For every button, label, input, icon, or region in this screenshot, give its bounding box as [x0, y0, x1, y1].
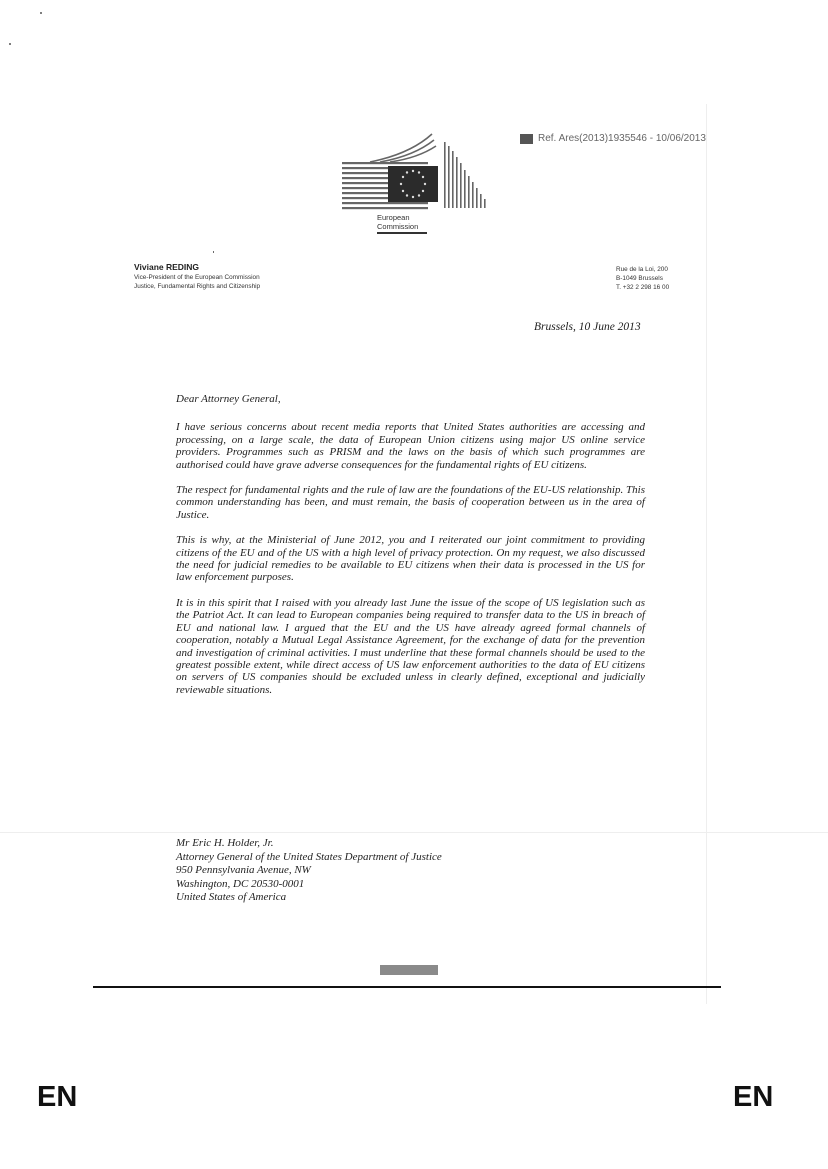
letter-paragraph: This is why, at the Ministerial of June 2012, you and I reiterated our joint commitment to providing citizens of the EU and of the US with a high level of privacy protection. On my request, we also discussed the need for judicial remedies to be available to EU citizens when their data is processed in the US for law enforcement purposes. [176, 534, 645, 584]
scan-speck [9, 43, 11, 45]
recipient-street: 950 Pennsylvania Avenue, NW [176, 864, 311, 877]
logo-underline [377, 232, 427, 234]
logo-wordmark [377, 213, 418, 231]
salutation: Dear Attorney General, [176, 393, 281, 405]
logo-line-1: European [377, 213, 410, 222]
letter-paragraph: I have serious concerns about recent media reports that United States authorities are accessing and processing, on a large scale, the data of European Union citizens using major US online service providers. Programmes such as PRISM and the laws on the basis of which such programmes are authorised could have grave adverse consequences for the fundamental rights of EU citizens. [176, 421, 645, 471]
letter-paragraph: It is in this spirit that I raised with you already last June the issue of the scope of US legislation such as the Patriot Act. It can lead to European companies being required to transfer data to the US in breach of EU and national law. I argued that the EU and the US have already agreed formal channels of cooperation, notably a Mutual Legal Assistance Agreement, for the exchange of data for the prevention and investigation of criminal activities. I must underline that these formal channels should be used to the greatest possible extent, while direct access of US law enforcement authorities to the data of EU citizens on servers of US companies should be excluded unless in clearly defined, exceptional and judicially reviewable situations. [176, 596, 645, 696]
recipient-country: United States of America [176, 891, 287, 904]
sender-block [134, 261, 260, 291]
address-phone: T. +32 2 298 16 00 [616, 284, 670, 291]
recipient-title: Attorney General of the United States Department of Justice [176, 850, 442, 863]
sender-title: Vice-President of the European Commission [134, 274, 260, 281]
sender-name: Viviane REDING [134, 262, 200, 272]
reference-stamp [520, 133, 706, 144]
scan-artifact [0, 832, 828, 833]
language-code-right: EN [733, 1081, 774, 1113]
recipient-city: Washington, DC 20530-0001 [176, 877, 305, 890]
recipient-name: Mr Eric H. Holder, Jr. [176, 837, 274, 849]
scan-speck [40, 12, 42, 14]
address-city: B-1049 Brussels [616, 275, 663, 282]
scan-speck [213, 251, 214, 253]
scan-artifact [706, 104, 707, 1004]
reference-marker [520, 134, 533, 144]
sender-portfolio: Justice, Fundamental Rights and Citizenship [134, 283, 261, 290]
letter-body [176, 393, 645, 709]
language-code-left: EN [37, 1081, 78, 1113]
logo-line-2: Commission [377, 222, 419, 231]
recipient-address [176, 837, 442, 905]
letter-date: Brussels, 10 June 2013 [534, 321, 641, 333]
letter-paragraph: The respect for fundamental rights and the rule of law are the foundations of the EU-US relationship. This common understanding has been, and must remain, the basis of cooperation between us in the area of Justice. [176, 484, 645, 521]
office-address [616, 265, 669, 292]
footer-stamp [380, 965, 438, 975]
address-street: Rue de la Loi, 200 [616, 266, 668, 273]
footer-rule [93, 986, 721, 988]
reference-text: Ref. Ares(2013)1935546 - 10/06/2013 [538, 133, 706, 144]
